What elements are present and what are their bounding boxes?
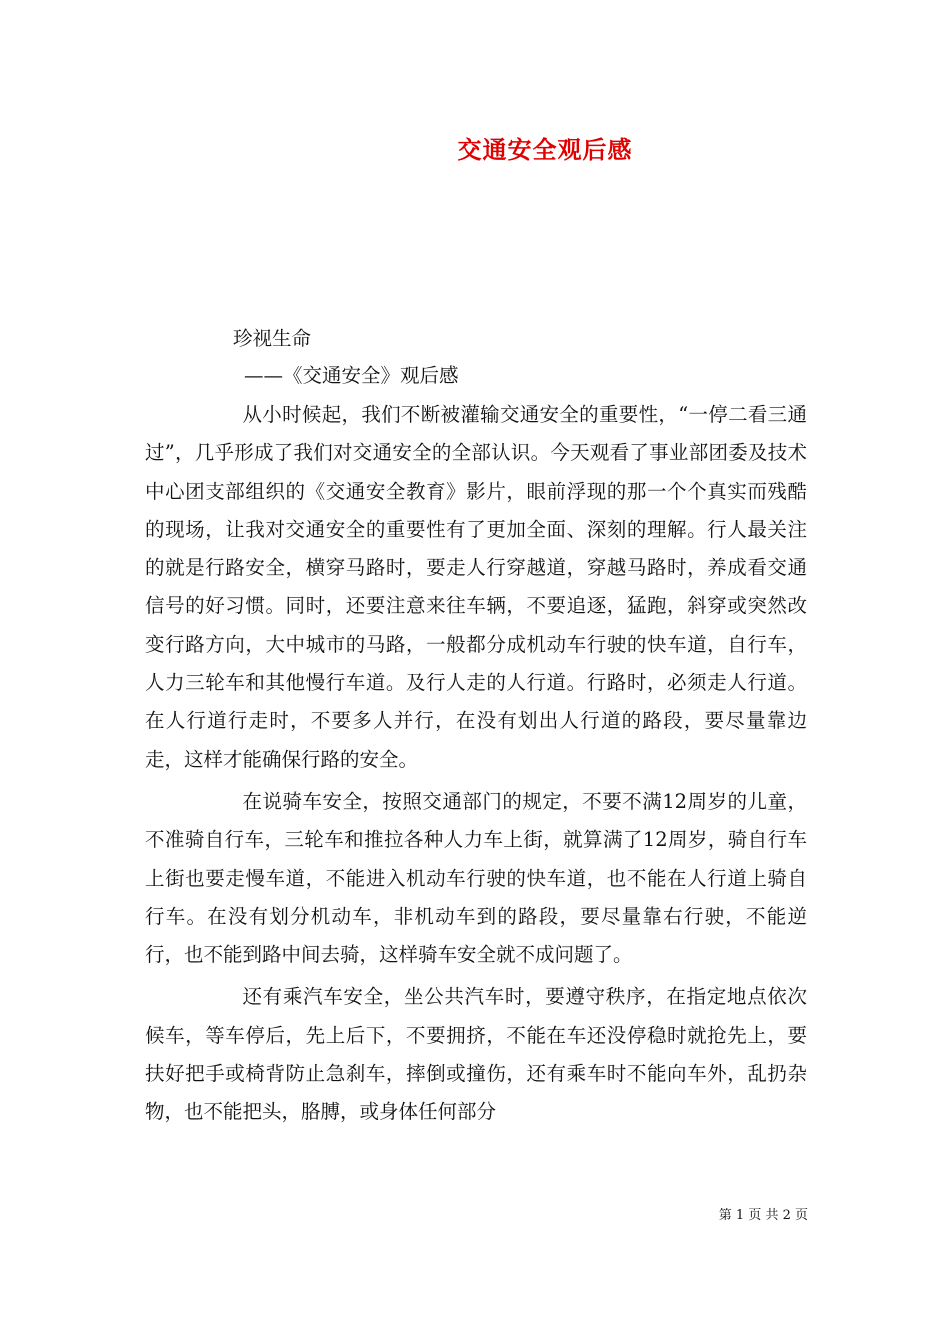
document-title: 交通安全观后感 — [457, 135, 633, 164]
paragraph-2: 在说骑车安全，按照交通部门的规定，不要不满12周岁的儿童，不准骑自行车，三轮车和推拉各种人力车上街，就算满了12周岁，骑自行车上街也要走慢车道，不能进入机动车行驶的快车道，也不能在人行道上骑自行车。在没有划分机动车，非机动车到的路段，要尽量靠右行驶，不能逆行，也不能到路中间去骑，这样骑车安全就不成问题了。 — [145, 789, 807, 967]
page-footer: 第 1 页 共 2 页 — [718, 1208, 808, 1223]
subtitle-line-1: 珍视生命 — [233, 327, 312, 350]
paragraph-1: 从小时候起，我们不断被灌输交通安全的重要性，“一停二看三通过”，几乎形成了我们对交通安全的全部认识。今天观看了事业部团委及技术中心团支部组织的《交通安全教育》影片，眼前浮现的那一个个真实而残酷的现场，让我对交通安全的重要性有了更加全面、深刻的理解。行人最关注的就是行路安全，横穿马路时，要走人行穿越道，穿越马路时，养成看交通信号的好习惯。同时，还要注意来往车辆，不要追逐，猛跑，斜穿或突然改变行路方向，大中城市的马路，一般都分成机动车行驶的快车道，自行车，人力三轮车和其他慢行车道。及行人走的人行道。行路时，必须走人行道。在人行道行走时，不要多人并行，在没有划出人行道的路段，要尽量靠边走，这样才能确保行路的安全。 — [145, 403, 807, 771]
subtitle-line-2: ——《交通安全》观后感 — [244, 364, 459, 387]
paragraph-3: 还有乘汽车安全，坐公共汽车时，要遵守秩序，在指定地点依次候车，等车停后，先上后下，不要拥挤，不能在车还没停稳时就抢先上，要扶好把手或椅背防止急刹车，摔倒或撞伤，还有乘车时不能向车外，乱扔杂物，也不能把头，胳膊，或身体任何部分 — [145, 985, 807, 1124]
document-body — [145, 396, 807, 1136]
